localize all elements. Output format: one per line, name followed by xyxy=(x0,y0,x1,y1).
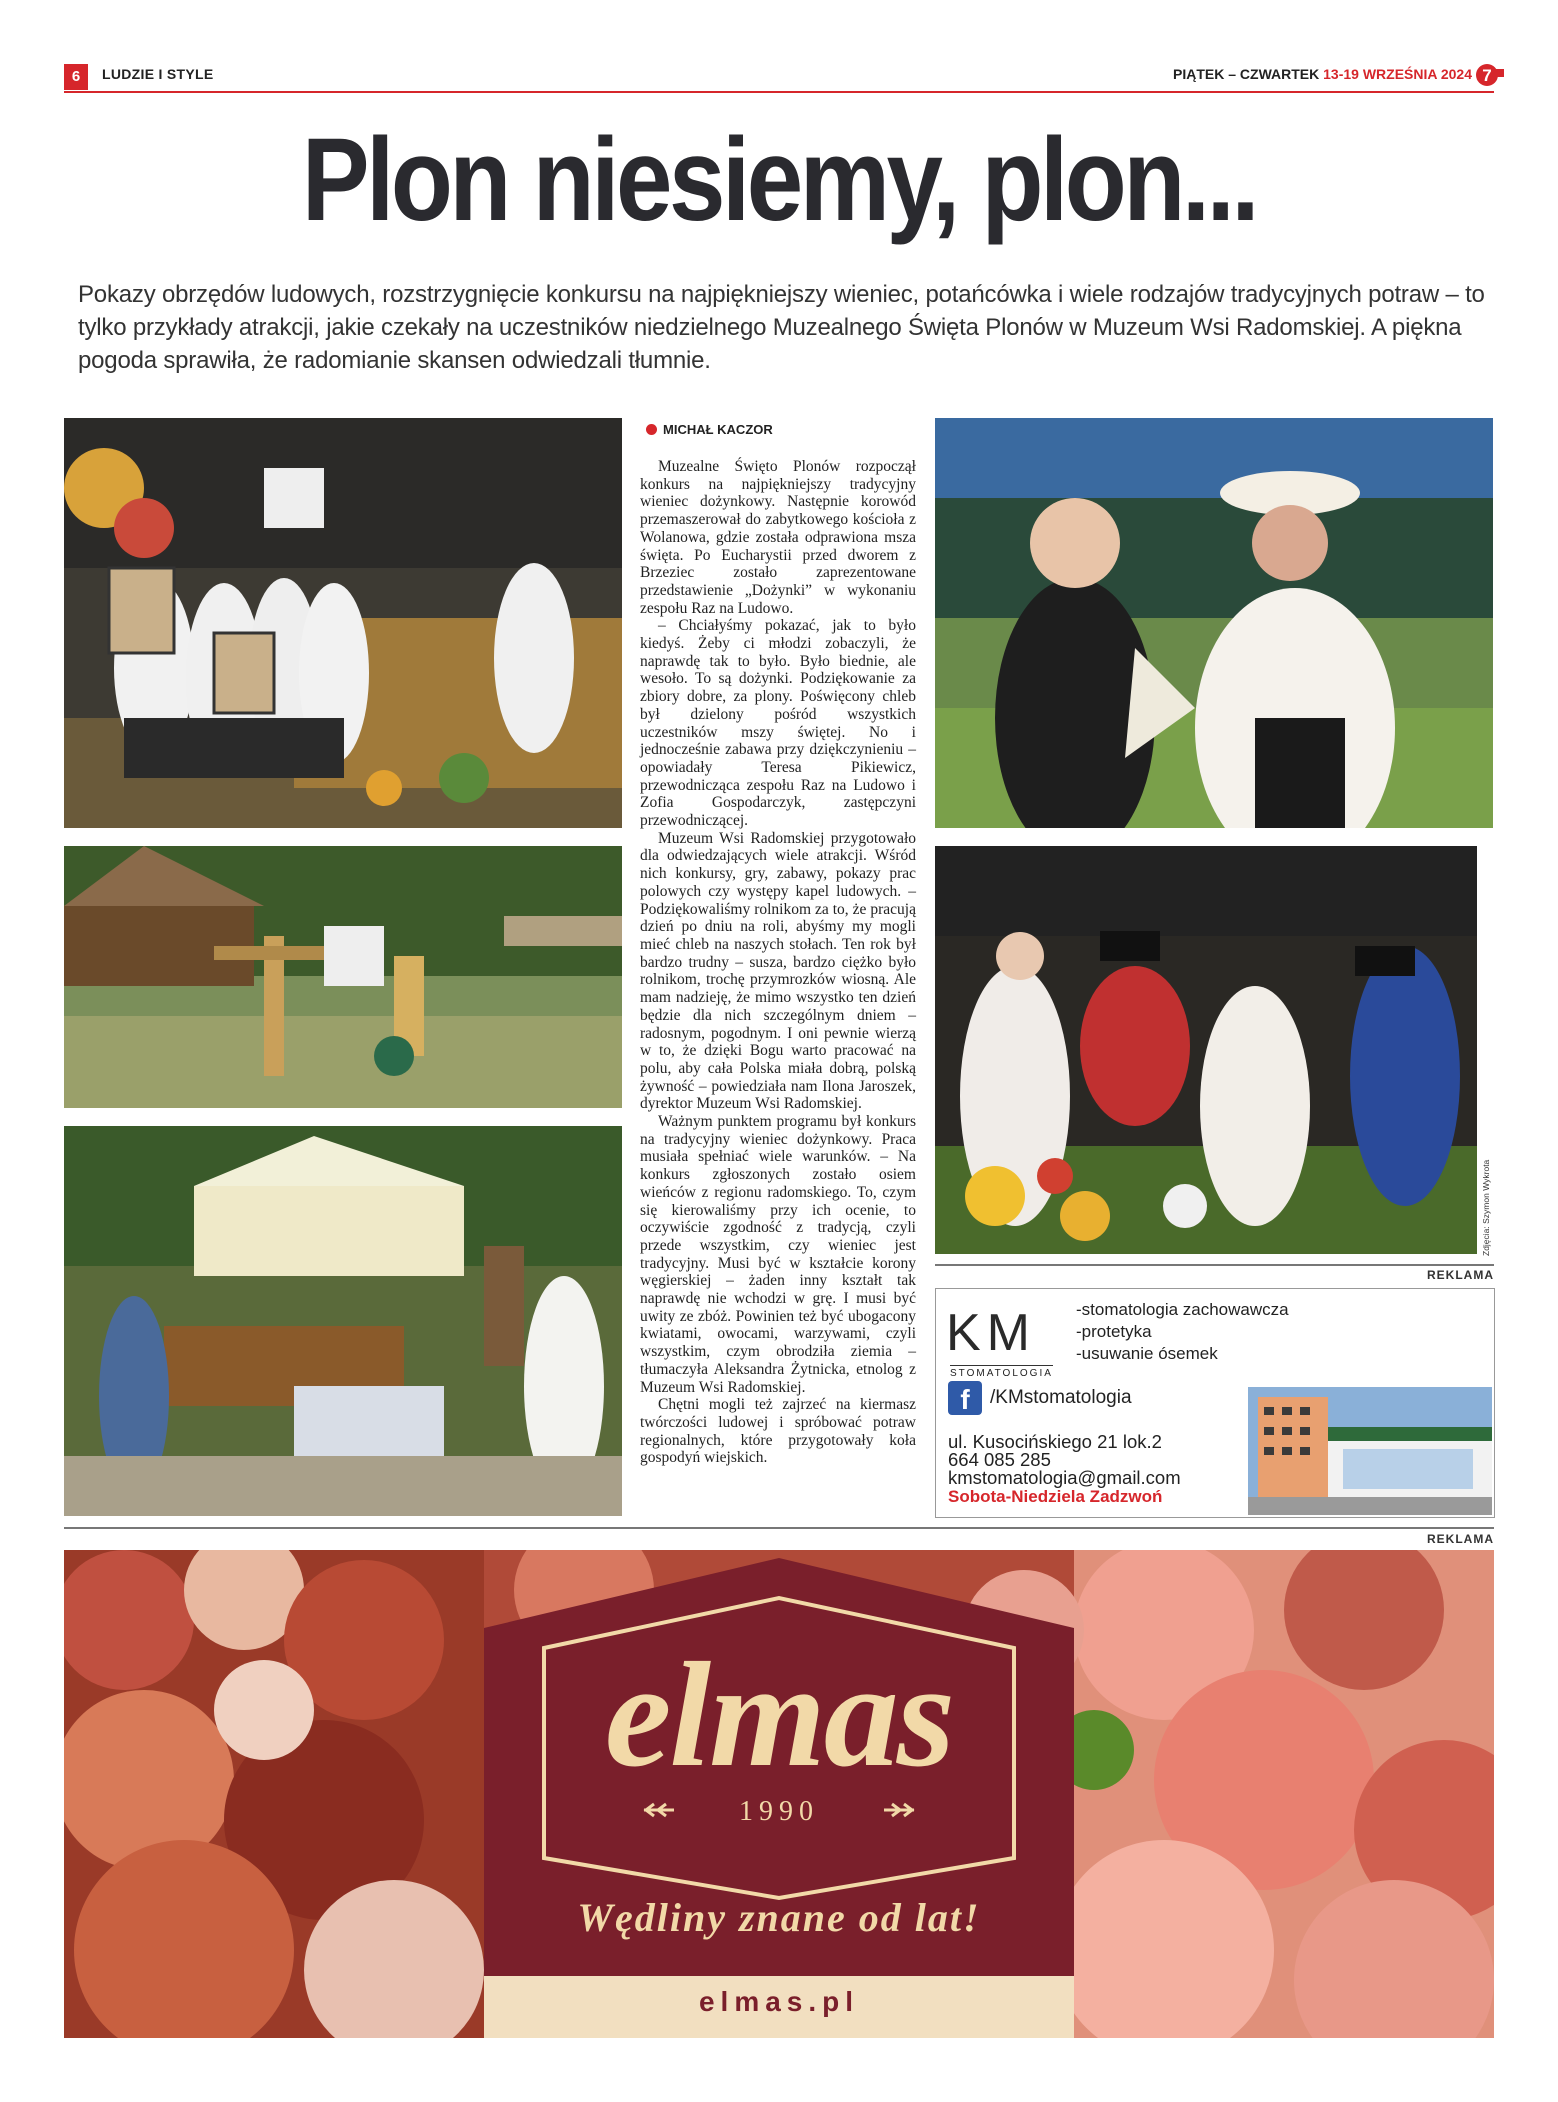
ad-label: REKLAMA xyxy=(1427,1268,1494,1282)
issue-date xyxy=(1173,66,1472,82)
page-number: 6 xyxy=(64,64,88,90)
section-name: LUDZIE I STYLE xyxy=(102,66,214,82)
byline xyxy=(646,422,773,437)
elmas-slogan: Wędliny znane od lat! xyxy=(577,1895,981,1940)
byline-author: MICHAŁ KACZOR xyxy=(663,422,773,437)
paragraph: Ważnym punktem programu był konkurs na tradycyjny wieniec dożynkowy. Praca musiała spełniać wiele warunków. – Na konkurs zgłoszonych zostało osiem wieńców z regionu radomskiego. To, czym się kierowaliśmy przy ich ocenie, to oczywiście zgodność z tradycją, czyli przede wszystkim, czy wieniec jest tradycyjny. Musi być w kształcie korony węgierskiej – żaden inny kształt tak naprawdę nie wchodzi w grę. I musi być uwity ze zbóż. Powinien też być ubogacony kwiatami, owocami, warzywami, czyli wszystkim, czym obrodziła ziemia – tłumaczyła Aleksandra Żytnicka, etnolog z Muzeum Wsi Radomskiej. xyxy=(640,1113,916,1396)
km-hours: Sobota-Niedziela Zadzwoń xyxy=(948,1487,1163,1506)
svg-text:7: 7 xyxy=(1482,66,1492,85)
paragraph: Chętni mogli też zajrzeć na kiermasz twórczości ludowej i spróbować potraw regionalnych, które przygotowały koła gospodyń wiejskich. xyxy=(640,1396,916,1467)
km-facebook-handle: /KMstomatologia xyxy=(990,1387,1132,1408)
photo-credit xyxy=(1481,1160,1495,1256)
km-logo-subtitle: STOMATOLOGIA xyxy=(950,1365,1053,1379)
km-contact xyxy=(948,1433,1181,1487)
km-logo: KM xyxy=(946,1304,1036,1362)
photo-folk-group-with-diplomas xyxy=(64,418,622,828)
paragraph: – Chciałyśmy pokazać, jak to było kiedyś. Żeby ci młodzi zobaczyli, że naprawdę tak to było. Było biednie, ale wesoło. To są dożynki. Podziękowanie za zbiory dobre, za plony. Poświęcony chleb był dzielony pośród wszystkich uczestników mszy świętej. No i jednocześnie zabawa przy dziękczynieniu – opowiadały Teresa Pikiewicz, przewodnicząca zespołu Raz na Ludowo i Zofia Gospodarczyk, zastępczyni przewodniczącej. xyxy=(640,617,916,830)
km-services xyxy=(1076,1299,1289,1365)
article-title: Plon niesiemy, plon... xyxy=(301,114,1257,246)
paragraph: Muzealne Święto Plonów rozpoczął konkurs na najpiękniejszy tradycyjny wieniec dożynkowy. Następnie korowód przemaszerował do zabytkowego kościoła z Wolanowa, gdzie została odprawiona msza święta. Po Eucharystii przed dworem z Brzeziec zostało zaprezentowane przedstawienie „Dożynki” w wykonaniu zespołu Raz na Ludowo. xyxy=(640,458,916,617)
km-address: ul. Kusocińskiego 21 lok.2 xyxy=(948,1431,1162,1452)
facebook-icon: f xyxy=(948,1381,982,1415)
ad-divider-2 xyxy=(64,1527,1494,1529)
km-stomatologia-ad xyxy=(935,1288,1495,1518)
header-divider xyxy=(64,91,1494,93)
publication-logo-icon xyxy=(1476,63,1504,87)
ad-divider xyxy=(935,1264,1494,1266)
article-lead: Pokazy obrzędów ludowych, rozstrzygnięcie konkursu na najpiękniejszy wieniec, potańcówka i wiele rodzajów tradycyjnych potraw – to tylko przykłady atrakcji, jakie czekały na uczestników niedzielnego Muzealnego Święta Plonów w Muzeum Wsi Radomskiej. A piękna pogoda sprawiła, że radomianie skansen odwiedzali tłumnie. xyxy=(78,281,1485,374)
photo-women-in-folk-dress xyxy=(935,418,1493,828)
elmas-year: 1990 xyxy=(739,1796,819,1827)
date-range: 13-19 WRZEŚNIA 2024 xyxy=(1323,66,1472,82)
byline-dot-icon xyxy=(646,424,657,435)
km-service-item: -usuwanie ósemek xyxy=(1076,1344,1218,1363)
elmas-brand: elmas xyxy=(604,1632,954,1798)
photo-folk-art-fair xyxy=(64,1126,622,1516)
km-phone: 664 085 285 xyxy=(948,1449,1051,1470)
paragraph: Muzeum Wsi Radomskiej przygotowało dla odwiedzających wiele atrakcji. Wśród nich konkursy, gry, zabawy, pokazy prac polowych czy występy kapel ludowych. – Podziękowaliśmy rolnikom za to, że pracują dzień po dniu na roli, abyśmy my mogli mieć chleb na naszych stołach. Ten rok był bardzo trudny – susza, bardzo ciężko było rolnikom, trochę przymrozków wiosną. Ale mam nadzieję, że mimo wszystko ten dzień będzie dla nich szczególnym dniem – radosnym, pogodnym. I oni pewnie wierzą w to, że dzięki Bogu warto pracować na polu, aby cała Polska miała dobrą, polską żywność – powiedziała nam Ilona Jaroszek, dyrektor Muzeum Wsi Radomskiej. xyxy=(640,829,916,1113)
km-service-item: -protetyka xyxy=(1076,1322,1152,1341)
ad-label-2: REKLAMA xyxy=(1427,1532,1494,1546)
elmas-url: elmas.pl xyxy=(698,1986,860,2017)
km-service-item: -stomatologia zachowawcza xyxy=(1076,1300,1289,1319)
km-building-photo xyxy=(1248,1387,1492,1515)
photo-folk-band-on-stage xyxy=(935,846,1477,1254)
photo-scarecrows xyxy=(64,846,622,1108)
elmas-ad xyxy=(64,1550,1494,2038)
km-email: kmstomatologia@gmail.com xyxy=(948,1467,1181,1488)
article-body xyxy=(640,458,916,1467)
date-prefix: PIĄTEK – CZWARTEK xyxy=(1173,66,1320,82)
photo-credit-text: Zdjęcia: Szymon Wykrota xyxy=(1481,1159,1491,1256)
